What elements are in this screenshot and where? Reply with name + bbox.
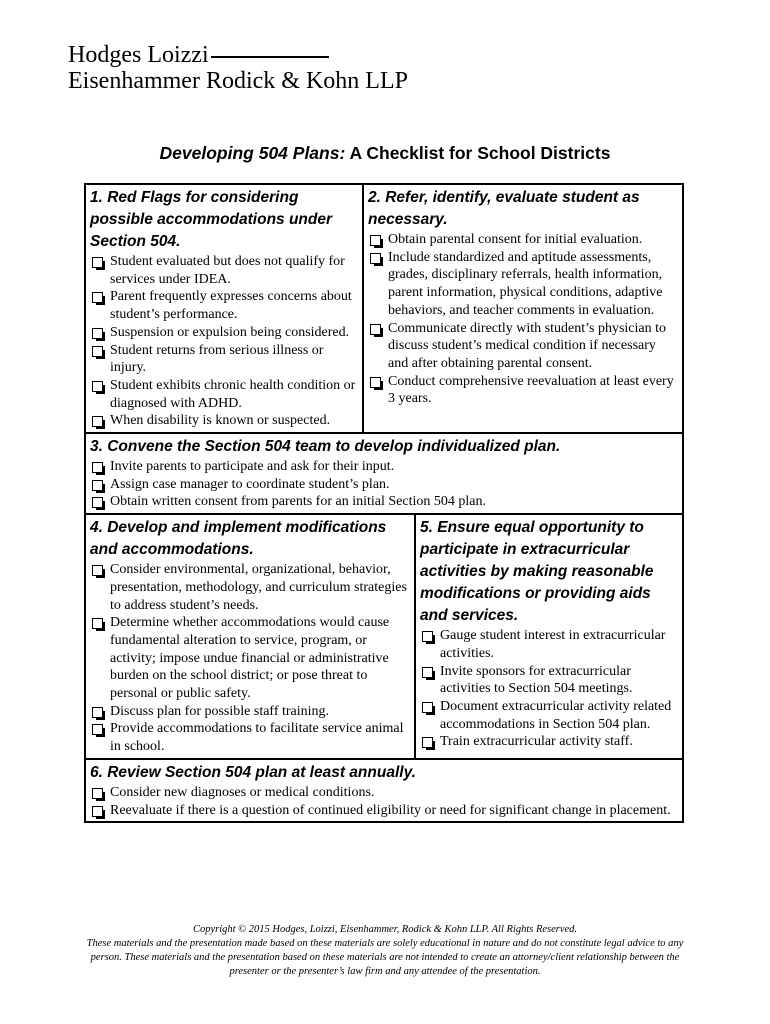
title-italic: Developing 504 Plans:: [159, 143, 346, 163]
section-5-list: [420, 627, 678, 751]
copyright-text: Copyright © 2015 Hodges, Loizzi, Eisenhammer, Rodick & Kohn LLP. All Rights Reserved.: [192, 924, 578, 935]
checklist-item: [90, 614, 410, 703]
checklist-item-text: Document extracurricular activity related accommodations in Section 504 plan.: [440, 698, 672, 732]
checkbox-icon: [92, 328, 103, 339]
checkbox-icon: [92, 618, 103, 629]
checkbox-icon: [92, 346, 103, 357]
checklist-item: [90, 476, 678, 494]
section-3-heading: 3. Convene the Section 504 team to develop individualized plan.: [90, 438, 561, 456]
checkbox-icon: [92, 292, 103, 303]
logo-rule: [211, 56, 329, 58]
checkbox-icon: [92, 416, 103, 427]
row-4-5: [86, 513, 682, 758]
section-2-heading: 2. Refer, identify, evaluate student as necessary.: [368, 189, 640, 228]
checklist-item: [90, 412, 358, 430]
checklist-item: [368, 231, 678, 249]
checklist-item: [90, 342, 358, 377]
section-2-cell: [362, 185, 682, 432]
checklist-item: [90, 703, 410, 721]
checkbox-icon: [92, 480, 103, 491]
checklist-item-text: When disability is known or suspected.: [110, 413, 331, 429]
checklist-item-text: Consider environmental, organizational, behavior, presentation, methodology, and curriculum strategies to address student’s needs.: [110, 562, 407, 613]
checklist-item-text: Include standardized and aptitude assessments, grades, disciplinary referrals, health information, parent information, physical conditions, adaptive behaviors, and teacher comments in evaluation.: [388, 249, 663, 318]
checkbox-icon: [422, 702, 433, 713]
section-6-heading: 6. Review Section 504 plan at least annually.: [90, 763, 416, 781]
firm-name-line1: Hodges Loizzi: [68, 42, 408, 68]
checklist-item-text: Determine whether accommodations would cause fundamental alteration to service, program, or activity; impose undue financial or administrative burden on the school district; or pose threat to personal or public safety.: [110, 615, 390, 702]
checklist-item-text: Invite parents to participate and ask for their input.: [110, 459, 395, 475]
checkbox-icon: [422, 631, 433, 642]
section-3-cell: [86, 434, 682, 513]
checklist-item: [420, 663, 678, 698]
checkbox-icon: [92, 724, 103, 735]
checklist-item-text: Reevaluate if there is a question of continued eligibility or need for significant change in placement.: [110, 802, 671, 818]
checkbox-icon: [370, 235, 381, 246]
checkbox-icon: [422, 667, 433, 678]
disclaimer-text: These materials and the presentation made based on these materials are solely educational in nature and do not constitute legal advice to any person. These materials and the presentation based on these materials are not intended to create an attorney/client relationship between the presenter or the presenter’s law firm and any attendee of the presentation.: [86, 938, 684, 977]
checklist-item-text: Obtain parental consent for initial evaluation.: [388, 232, 643, 247]
checkbox-icon: [92, 565, 103, 576]
checkbox-icon: [92, 462, 103, 473]
row-3: [86, 432, 682, 513]
checklist-item-text: Student exhibits chronic health condition or diagnosed with ADHD.: [110, 377, 356, 411]
checklist-item: [90, 802, 678, 820]
checklist-item: [90, 253, 358, 288]
checklist-item: [90, 720, 410, 755]
section-4-list: [90, 561, 410, 756]
firm-name-line2: Eisenhammer Rodick & Kohn LLP: [68, 68, 408, 94]
section-6-list: [90, 784, 678, 819]
checklist-item-text: Communicate directly with student’s physician to discuss student’s medical condition if necessary and after obtaining parental consent.: [388, 320, 667, 371]
checklist-item: [90, 784, 678, 802]
page-title: [0, 143, 770, 164]
checklist-item-text: Gauge student interest in extracurricular activities.: [440, 628, 666, 661]
checklist-item: [420, 627, 678, 662]
checklist-item-text: Discuss plan for possible staff training.: [110, 703, 330, 719]
section-6-cell: [86, 760, 682, 821]
footer: [80, 923, 690, 979]
checklist-item-text: Suspension or expulsion being considered.: [110, 324, 350, 340]
checkbox-icon: [422, 737, 433, 748]
checklist-item: [90, 458, 678, 476]
checklist-item: [90, 288, 358, 323]
checkbox-icon: [92, 381, 103, 392]
section-1-heading: 1. Red Flags for considering possible accommodations under Section 504.: [90, 189, 333, 250]
checkbox-icon: [92, 707, 103, 718]
checklist-item-text: Consider new diagnoses or medical conditions.: [110, 784, 375, 800]
checklist-table: [84, 183, 684, 823]
checklist-item-text: Student evaluated but does not qualify for services under IDEA.: [110, 254, 345, 287]
checklist-item-text: Parent frequently expresses concerns about student’s performance.: [110, 289, 352, 323]
checklist-item-text: Assign case manager to coordinate student’s plan.: [110, 476, 390, 492]
checklist-item-text: Obtain written consent from parents for an initial Section 504 plan.: [110, 494, 486, 510]
checklist-item: [90, 561, 410, 614]
section-2-list: [368, 231, 678, 408]
checklist-item: [420, 698, 678, 733]
checklist-item: [90, 493, 678, 511]
section-1-cell: [86, 185, 362, 432]
section-3-list: [90, 458, 678, 511]
section-1-list: [90, 253, 358, 430]
checklist-item: [420, 733, 678, 751]
checkbox-icon: [370, 253, 381, 264]
checklist-item-text: Provide accommodations to facilitate service animal in school.: [110, 721, 404, 755]
checkbox-icon: [92, 806, 103, 817]
row-6: [86, 758, 682, 821]
checklist-item-text: Invite sponsors for extracurricular activities to Section 504 meetings.: [440, 663, 633, 697]
section-5-heading: 5. Ensure equal opportunity to participate in extracurricular activities by making reasonable modifications or providing aids and services.: [420, 519, 654, 625]
checkbox-icon: [92, 788, 103, 799]
row-1-2: [86, 185, 682, 432]
checklist-item: [90, 324, 358, 342]
checklist-item: [368, 373, 678, 408]
checkbox-icon: [92, 497, 103, 508]
checklist-item: [90, 377, 358, 412]
firm-logo: [68, 42, 408, 94]
checkbox-icon: [92, 257, 103, 268]
title-rest: A Checklist for School Districts: [345, 143, 611, 163]
checklist-item-text: Conduct comprehensive reevaluation at least every 3 years.: [388, 373, 674, 407]
section-4-cell: [86, 515, 414, 758]
checkbox-icon: [370, 324, 381, 335]
section-5-cell: [414, 515, 682, 758]
section-4-heading: 4. Develop and implement modifications and accommodations.: [90, 519, 387, 559]
checklist-item-text: Student returns from serious illness or injury.: [110, 342, 324, 376]
checklist-item: [368, 320, 678, 373]
checklist-item: [368, 249, 678, 320]
checkbox-icon: [370, 377, 381, 388]
checklist-item-text: Train extracurricular activity staff.: [440, 734, 633, 750]
